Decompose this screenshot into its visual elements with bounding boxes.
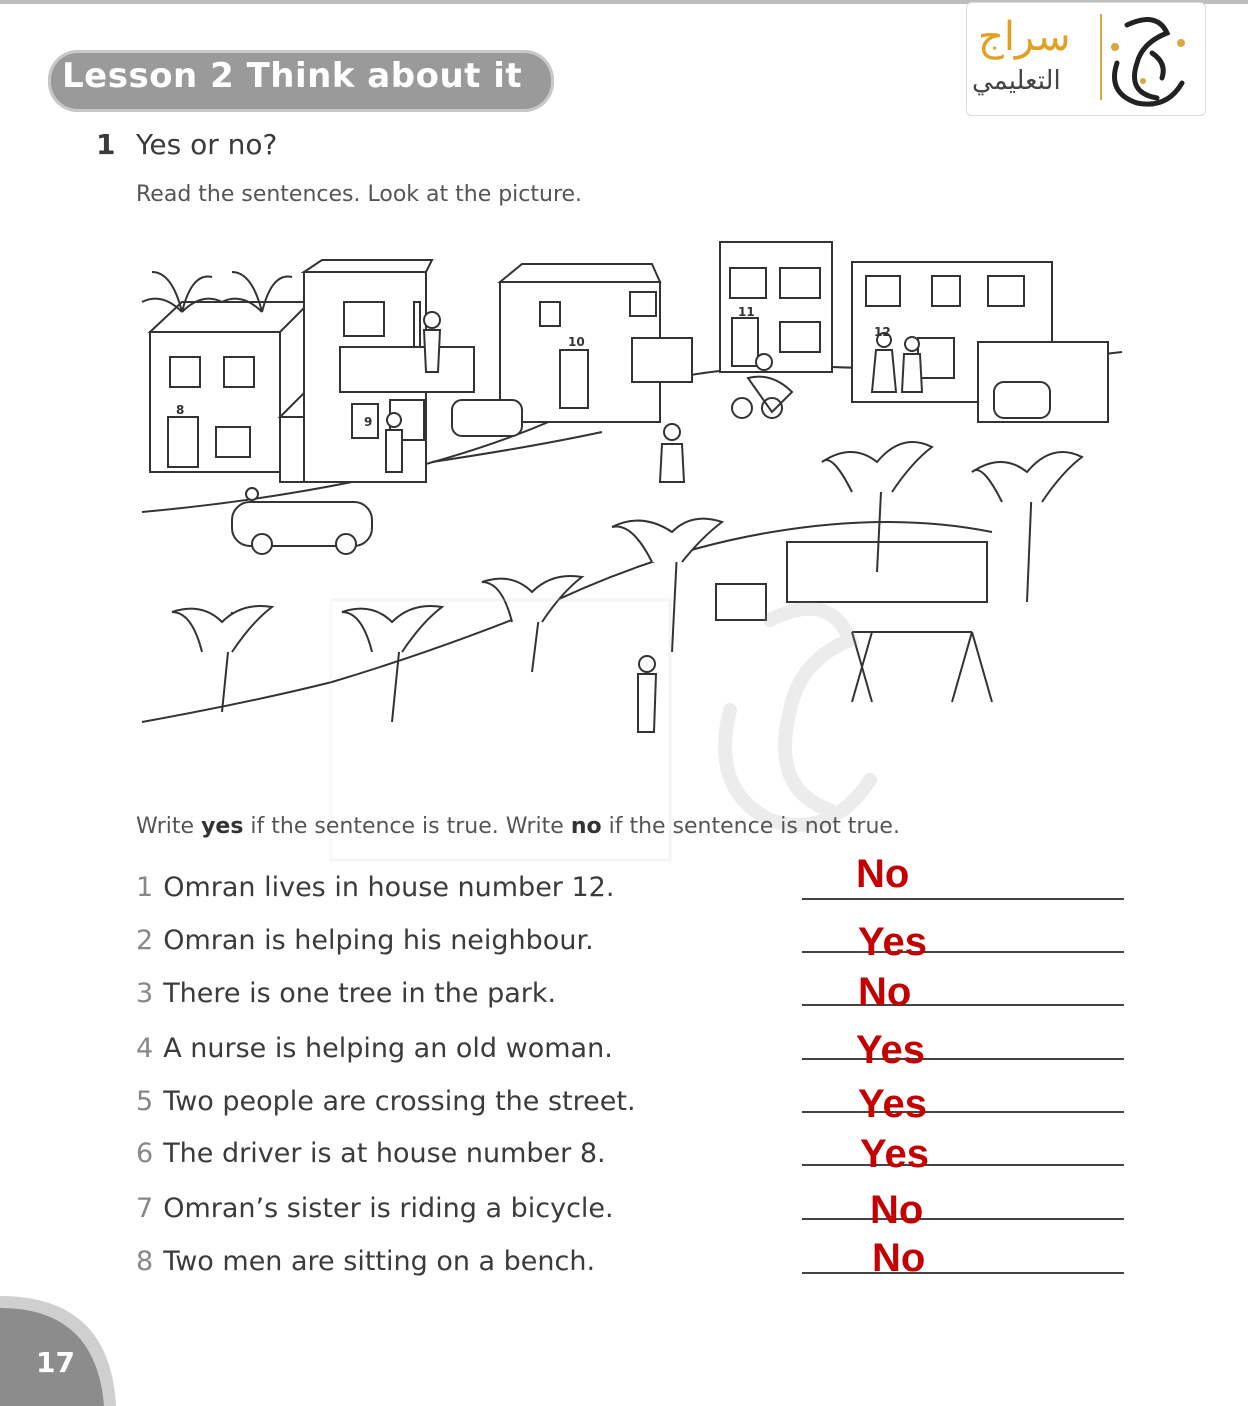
- street-scene-illustration: [132, 232, 1132, 792]
- answer-line-8[interactable]: [802, 1272, 1124, 1274]
- house-number-11: 11: [738, 305, 755, 319]
- house-number-8: 8: [176, 403, 185, 417]
- answer-line-3[interactable]: [802, 1004, 1124, 1006]
- question-5: 5 Two people are crossing the street.: [136, 1086, 636, 1117]
- logo-arabic-name: سراج: [978, 14, 1071, 60]
- question-4: 4 A nurse is helping an old woman.: [136, 1033, 613, 1064]
- answer-line-5[interactable]: [802, 1111, 1124, 1113]
- exercise-number: 1: [96, 128, 116, 161]
- logo-arabic-subtitle: التعليمي: [972, 66, 1061, 96]
- answer-line-2[interactable]: [802, 951, 1124, 953]
- yes-word: yes: [201, 814, 244, 839]
- page-number: 17: [36, 1346, 75, 1379]
- answer-8: No: [872, 1236, 926, 1280]
- question-6: 6 The driver is at house number 8.: [136, 1138, 606, 1169]
- question-8: 8 Two men are sitting on a bench.: [136, 1246, 596, 1277]
- logo-separator: [1100, 14, 1102, 100]
- answer-line-4[interactable]: [802, 1058, 1124, 1060]
- task-instruction: Write yes if the sentence is true. Write no if the sentence is not true.: [136, 814, 900, 839]
- answer-6: Yes: [860, 1132, 929, 1176]
- house-number-10: 10: [568, 335, 585, 349]
- question-7: 7 Omran’s sister is riding a bicycle.: [136, 1193, 614, 1224]
- exercise-instruction: Read the sentences. Look at the picture.: [136, 182, 583, 207]
- answer-line-7[interactable]: [802, 1218, 1124, 1220]
- house-number-9: 9: [364, 415, 373, 429]
- house-number-12: 12: [874, 325, 891, 339]
- answer-4: Yes: [856, 1028, 925, 1072]
- answer-line-1[interactable]: [802, 898, 1124, 900]
- answer-5: Yes: [858, 1082, 927, 1126]
- lesson-title: Lesson 2 Think about it: [62, 56, 523, 96]
- question-2: 2 Omran is helping his neighbour.: [136, 925, 594, 956]
- answer-3: No: [858, 970, 912, 1014]
- answer-7: No: [870, 1188, 924, 1232]
- answer-1: No: [856, 852, 910, 896]
- question-3: 3 There is one tree in the park.: [136, 978, 557, 1009]
- answer-line-6[interactable]: [802, 1164, 1124, 1166]
- answer-2: Yes: [858, 920, 927, 964]
- no-word: no: [570, 814, 602, 839]
- exercise-title: Yes or no?: [136, 128, 278, 161]
- question-1: 1 Omran lives in house number 12.: [136, 872, 615, 903]
